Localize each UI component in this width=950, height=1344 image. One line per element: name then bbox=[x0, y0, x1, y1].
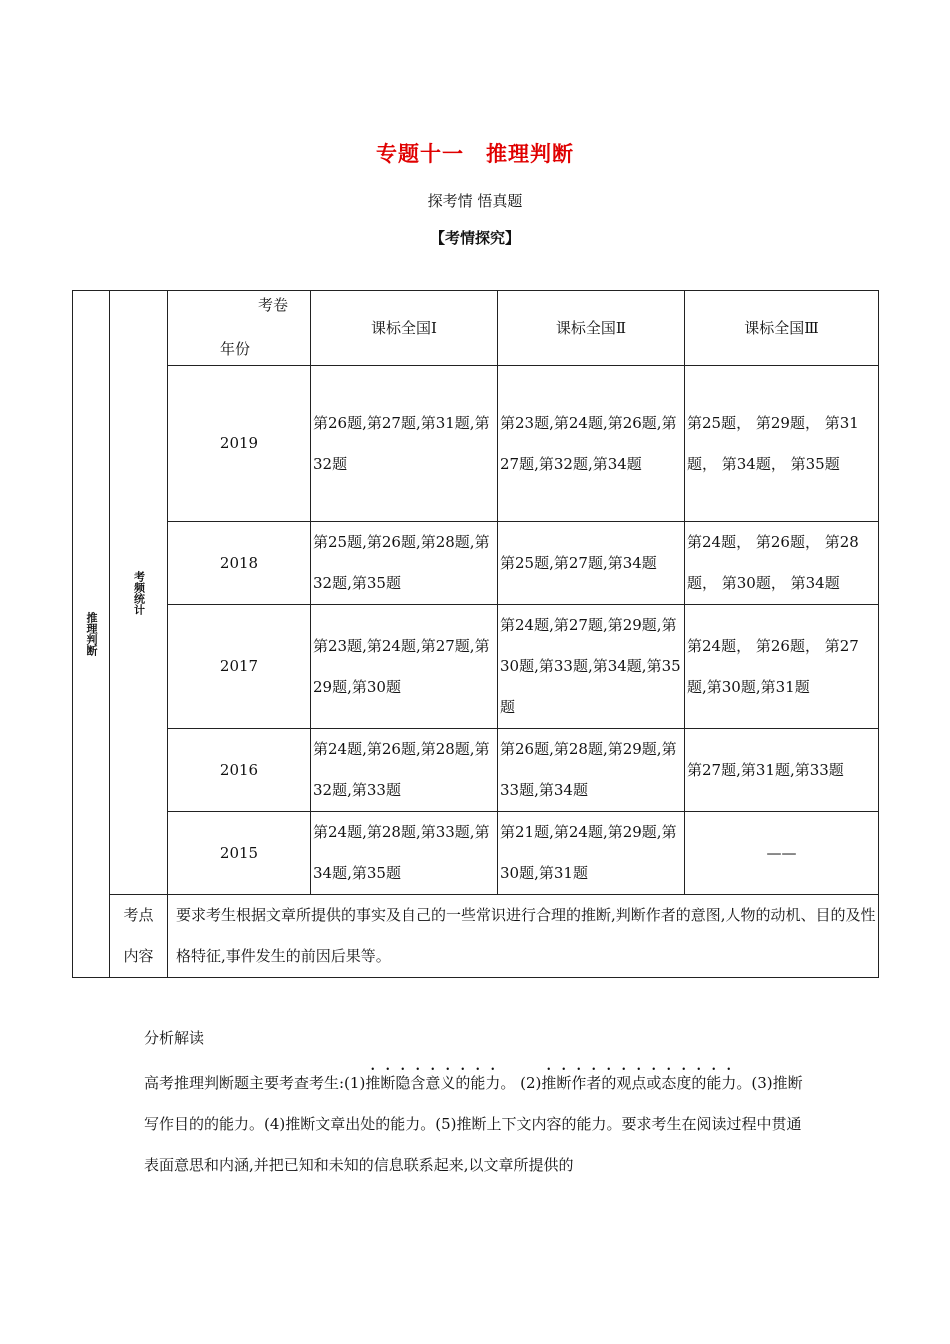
header-col2: 课标全国Ⅱ bbox=[498, 291, 685, 366]
data-cell: 第21题,第24题,第29题,第30题,第31题 bbox=[498, 812, 685, 895]
data-cell: 第25题， 第29题， 第31题， 第34题， 第35题 bbox=[685, 366, 879, 522]
data-cell: 第24题， 第26题， 第28题， 第30题， 第34题 bbox=[685, 522, 879, 605]
year-cell: 2017 bbox=[168, 605, 311, 729]
stats-label: 考频统计 bbox=[132, 570, 146, 615]
data-cell: 第24题,第28题,第33题,第34题,第35题 bbox=[311, 812, 498, 895]
analysis-text: 高考推理判断题主要考查考生:(1) bbox=[144, 1074, 366, 1092]
table-row bbox=[73, 812, 879, 895]
emphasis-text: 推断作者的观点或态度的能力 bbox=[541, 1074, 737, 1092]
stats-label-cell bbox=[110, 291, 168, 895]
data-cell: 第23题,第24题,第27题,第29题,第30题 bbox=[311, 605, 498, 729]
content-label-cell bbox=[110, 895, 168, 978]
data-cell: —— bbox=[685, 812, 879, 895]
content-row bbox=[73, 895, 879, 978]
header-corner-bottom: 年份 bbox=[220, 340, 251, 358]
side-label-cell bbox=[73, 291, 110, 978]
header-corner bbox=[168, 291, 311, 366]
data-cell: 第27题,第31题,第33题 bbox=[685, 729, 879, 812]
data-cell: 第26题,第28题,第29题,第33题,第34题 bbox=[498, 729, 685, 812]
subtitle: 探考情 悟真题 bbox=[427, 192, 523, 210]
exam-frequency-table bbox=[72, 290, 879, 978]
side-label: 推理判断 bbox=[85, 612, 98, 656]
analysis-text: 。 (2) bbox=[500, 1074, 542, 1092]
data-cell: 第24题,第27题,第29题,第30题,第33题,第34题,第35题 bbox=[498, 605, 685, 729]
header-col3: 课标全国Ⅲ bbox=[685, 291, 879, 366]
page-title: 专题十一 推理判断 bbox=[376, 142, 574, 166]
table-row bbox=[73, 366, 879, 522]
table-row bbox=[73, 522, 879, 605]
content-text: 要求考生根据文章所提供的事实及自己的一些常识进行合理的推断,判断作者的意图,人物的动机、目的及性格特征,事件发生的前因后果等。 bbox=[168, 895, 879, 978]
table-row bbox=[73, 605, 879, 729]
content-label-line2: 内容 bbox=[123, 947, 154, 965]
data-cell: 第25题,第26题,第28题,第32题,第35题 bbox=[311, 522, 498, 605]
data-cell: 第25题,第27题,第34题 bbox=[498, 522, 685, 605]
data-cell: 第24题， 第26题， 第27题,第30题,第31题 bbox=[685, 605, 879, 729]
content-label-line1: 考点 bbox=[123, 906, 154, 924]
data-cell: 第26题,第27题,第31题,第32题 bbox=[311, 366, 498, 522]
data-cell: 第23题,第24题,第26题,第27题,第32题,第34题 bbox=[498, 366, 685, 522]
emphasis-text: 推断隐含意义的能力 bbox=[365, 1074, 501, 1092]
data-cell: 第24题,第26题,第28题,第32题,第33题 bbox=[311, 729, 498, 812]
analysis-heading: 分析解读 bbox=[144, 1029, 205, 1047]
analysis-text: 。(3)推断写作目的的能力。(4)推断文章出处的能力。(5)推断上下文内容的能力。要求考生在阅读过程中贯通表面意思和内涵,并把已知和未知的信息联系起来,以文章所提供的 bbox=[144, 1074, 803, 1174]
header-col1: 课标全国Ⅰ bbox=[311, 291, 498, 366]
section-heading: 【考情探究】 bbox=[429, 229, 520, 247]
year-cell: 2015 bbox=[168, 812, 311, 895]
year-cell: 2019 bbox=[168, 366, 311, 522]
header-corner-top: 考卷 bbox=[257, 296, 288, 314]
analysis-paragraph bbox=[144, 1063, 808, 1186]
year-cell: 2016 bbox=[168, 729, 311, 812]
year-cell: 2018 bbox=[168, 522, 311, 605]
table-row bbox=[73, 729, 879, 812]
